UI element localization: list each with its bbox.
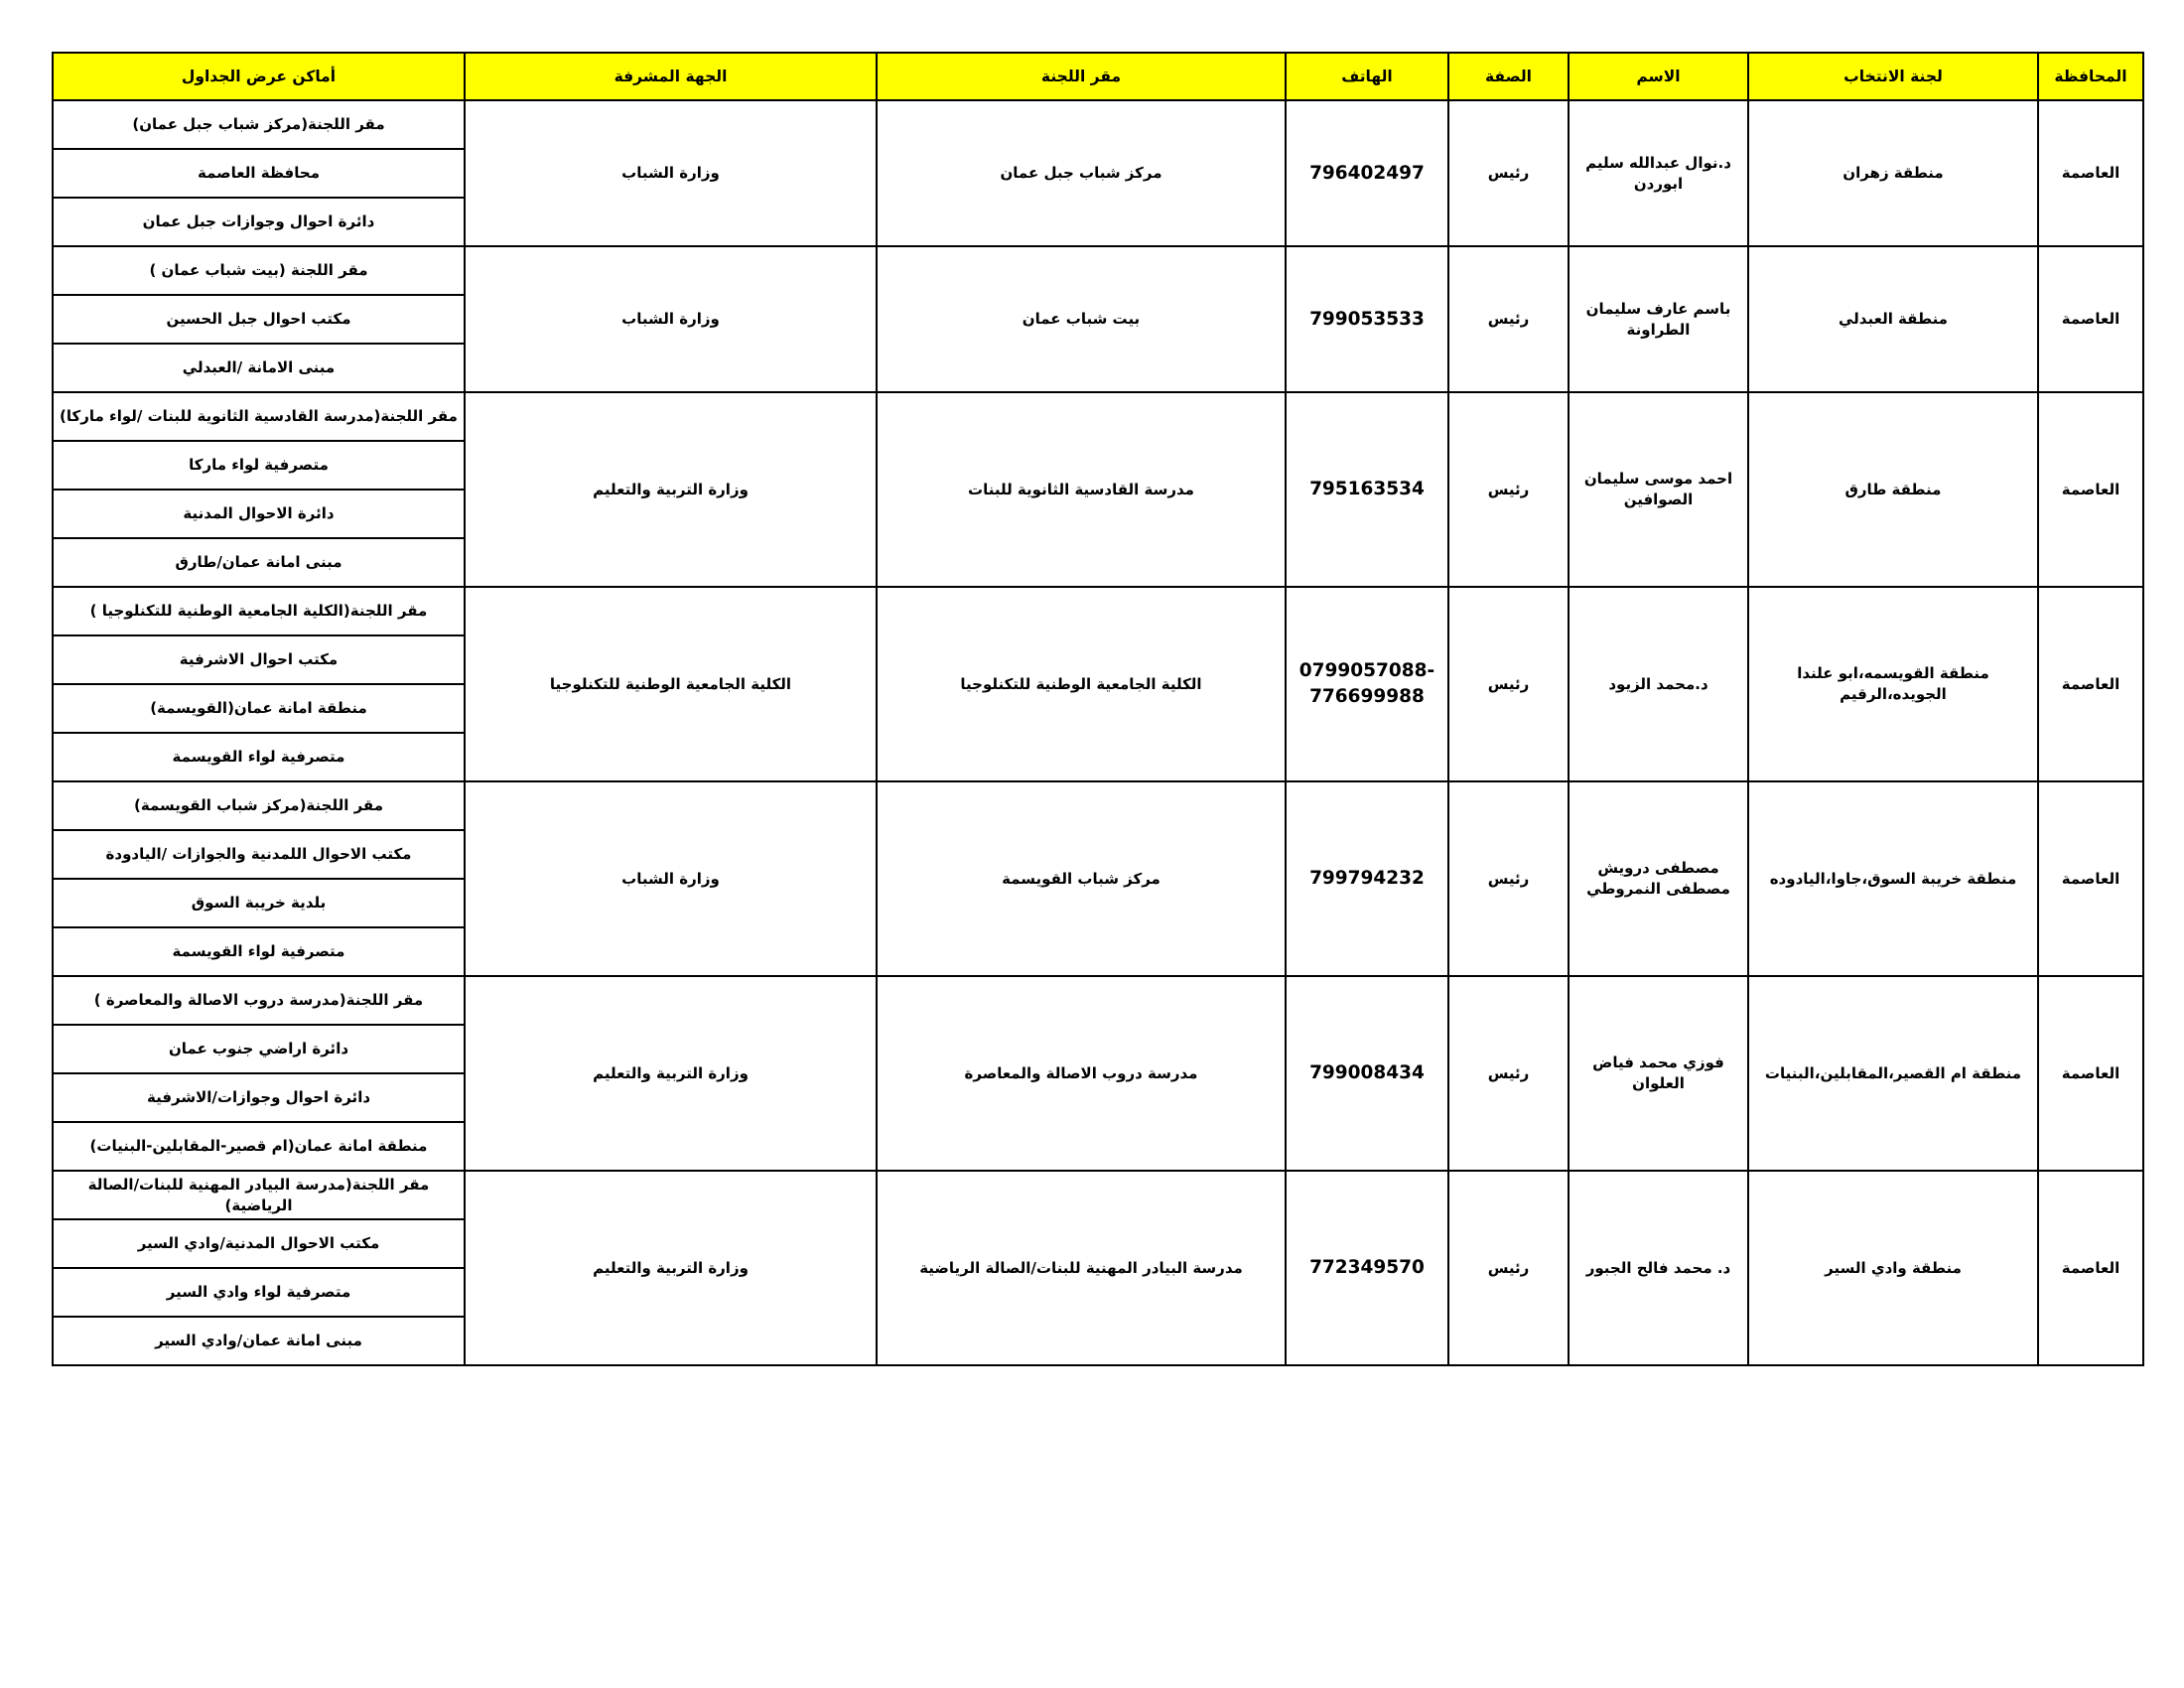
header-title: الصفة: [1448, 53, 1569, 100]
table-row: [53, 587, 2143, 635]
cell-place: متصرفية لواء القويسمة: [53, 927, 465, 976]
cell-place: منطقة امانة عمان(القويسمة): [53, 684, 465, 733]
cell-title: رئيس: [1448, 392, 1569, 587]
cell-place: مقر اللجنة (بيت شباب عمان ): [53, 246, 465, 295]
cell-committee: منطقة ام القصير،المقابلين،البنيات: [1748, 976, 2038, 1171]
cell-title: رئيس: [1448, 587, 1569, 781]
cell-name: فوزي محمد فياض العلوان: [1569, 976, 1748, 1171]
header-hq: مقر اللجنة: [877, 53, 1286, 100]
table-row: [53, 976, 2143, 1025]
cell-place: بلدية خريبة السوق: [53, 879, 465, 927]
header-governorate: المحافظة: [2038, 53, 2143, 100]
cell-hq: مركز شباب جبل عمان: [877, 100, 1286, 246]
cell-name: د. محمد فالح الجبور: [1569, 1171, 1748, 1365]
cell-phone: 799794232: [1286, 781, 1448, 976]
cell-governorate: العاصمة: [2038, 100, 2143, 246]
cell-name: د.نوال عبدالله سليم ابوردن: [1569, 100, 1748, 246]
cell-governorate: العاصمة: [2038, 246, 2143, 392]
table-row: [53, 1171, 2143, 1219]
cell-phone: 772349570: [1286, 1171, 1448, 1365]
cell-title: رئيس: [1448, 100, 1569, 246]
table-row: [53, 781, 2143, 830]
cell-committee: منطقة وادي السير: [1748, 1171, 2038, 1365]
table-row: [53, 246, 2143, 295]
cell-committee: منطقة العبدلي: [1748, 246, 2038, 392]
cell-name: د.محمد الزيود: [1569, 587, 1748, 781]
cell-place: متصرفية لواء ماركا: [53, 441, 465, 490]
cell-name: احمد موسى سليمان الصوافين: [1569, 392, 1748, 587]
header-row: [53, 53, 2143, 100]
table-row: [53, 100, 2143, 149]
cell-governorate: العاصمة: [2038, 1171, 2143, 1365]
cell-governorate: العاصمة: [2038, 781, 2143, 976]
cell-place: مقر اللجنة(مدرسة البيادر المهنية للبنات/الصالة الرياضية): [53, 1171, 465, 1219]
cell-place: منطقة امانة عمان(ام قصير-المقابلين-البنيات): [53, 1122, 465, 1171]
cell-place: متصرفية لواء وادي السير: [53, 1268, 465, 1317]
cell-supervisor: الكلية الجامعية الوطنية للتكنلوجيا: [465, 587, 877, 781]
cell-place: دائرة احوال وجوازات جبل عمان: [53, 198, 465, 246]
cell-place: مقر اللجنة(مركز شباب القويسمة): [53, 781, 465, 830]
cell-title: رئيس: [1448, 246, 1569, 392]
cell-phone: 799008434: [1286, 976, 1448, 1171]
table-row: [53, 392, 2143, 441]
cell-title: رئيس: [1448, 976, 1569, 1171]
cell-hq: الكلية الجامعية الوطنية للتكنلوجيا: [877, 587, 1286, 781]
cell-phone: 0799057088-776699988: [1286, 587, 1448, 781]
header-committee: لجنة الانتخاب: [1748, 53, 2038, 100]
cell-hq: مدرسة دروب الاصالة والمعاصرة: [877, 976, 1286, 1171]
cell-phone: 795163534: [1286, 392, 1448, 587]
cell-place: مكتب الاحوال المدنية/وادي السير: [53, 1219, 465, 1268]
cell-place: مقر اللجنة(مركز شباب جبل عمان): [53, 100, 465, 149]
cell-supervisor: وزارة التربية والتعليم: [465, 392, 877, 587]
header-places: أماكن عرض الجداول: [53, 53, 465, 100]
cell-name: باسم عارف سليمان الطراونة: [1569, 246, 1748, 392]
header-phone: الهاتف: [1286, 53, 1448, 100]
cell-place: مبنى امانة عمان/وادي السير: [53, 1317, 465, 1365]
cell-hq: مدرسة البيادر المهنية للبنات/الصالة الرياضية: [877, 1171, 1286, 1365]
cell-place: مقر اللجنة(مدرسة دروب الاصالة والمعاصرة ): [53, 976, 465, 1025]
committees-table: [52, 52, 2144, 1366]
cell-place: مقر اللجنة(مدرسة القادسية الثانوية للبنات /لواء ماركا): [53, 392, 465, 441]
cell-place: مكتب احوال جبل الحسين: [53, 295, 465, 344]
cell-governorate: العاصمة: [2038, 976, 2143, 1171]
cell-hq: مدرسة القادسية الثانوية للبنات: [877, 392, 1286, 587]
cell-place: محافظة العاصمة: [53, 149, 465, 198]
cell-committee: منطقة زهران: [1748, 100, 2038, 246]
cell-governorate: العاصمة: [2038, 392, 2143, 587]
cell-governorate: العاصمة: [2038, 587, 2143, 781]
cell-place: متصرفية لواء القويسمة: [53, 733, 465, 781]
table-body: [53, 100, 2143, 1365]
cell-supervisor: وزارة التربية والتعليم: [465, 1171, 877, 1365]
cell-supervisor: وزارة الشباب: [465, 781, 877, 976]
cell-title: رئيس: [1448, 1171, 1569, 1365]
cell-committee: منطقة طارق: [1748, 392, 2038, 587]
cell-name: مصطفى درويش مصطفى النمروطي: [1569, 781, 1748, 976]
cell-place: مبنى امانة عمان/طارق: [53, 538, 465, 587]
cell-hq: بيت شباب عمان: [877, 246, 1286, 392]
header-supervisor: الجهة المشرفة: [465, 53, 877, 100]
cell-hq: مركز شباب القويسمة: [877, 781, 1286, 976]
cell-supervisor: وزارة الشباب: [465, 246, 877, 392]
cell-committee: منطقة القويسمه،ابو علندا الجويده،الرقيم: [1748, 587, 2038, 781]
cell-supervisor: وزارة التربية والتعليم: [465, 976, 877, 1171]
spreadsheet-page: [52, 52, 2142, 1366]
cell-place: مكتب احوال الاشرفية: [53, 635, 465, 684]
cell-place: دائرة الاحوال المدنية: [53, 490, 465, 538]
cell-place: مقر اللجنة(الكلية الجامعية الوطنية للتكنلوجيا ): [53, 587, 465, 635]
cell-phone: 799053533: [1286, 246, 1448, 392]
cell-phone: 796402497: [1286, 100, 1448, 246]
header-name: الاسم: [1569, 53, 1748, 100]
cell-supervisor: وزارة الشباب: [465, 100, 877, 246]
cell-title: رئيس: [1448, 781, 1569, 976]
cell-place: دائرة احوال وجوازات/الاشرفية: [53, 1073, 465, 1122]
cell-committee: منطقة خريبة السوق،جاوا،اليادوده: [1748, 781, 2038, 976]
cell-place: مكتب الاحوال اللمدنية والجوازات /اليادودة: [53, 830, 465, 879]
cell-place: دائرة اراضي جنوب عمان: [53, 1025, 465, 1073]
cell-place: مبنى الامانة /العبدلي: [53, 344, 465, 392]
